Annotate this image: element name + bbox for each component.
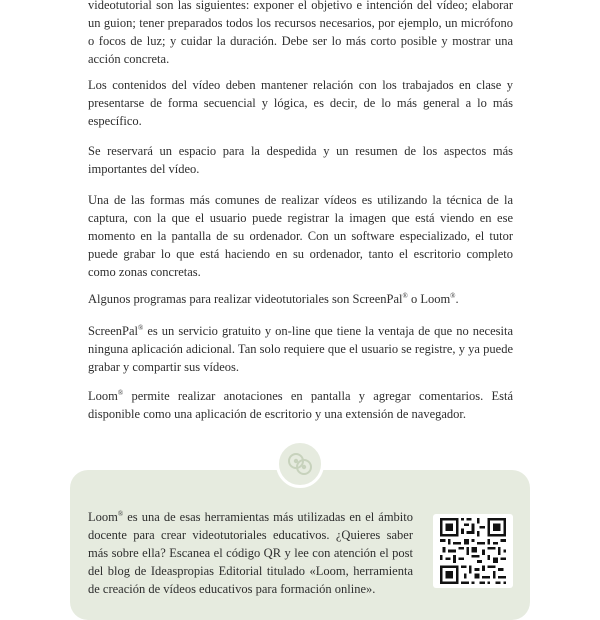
paragraph-contents: Los contenidos del vídeo deben mantener relación con los trabajados en clase y presentarse de forma secuencial y lógica, es decir, de lo más general a lo más específico.: [88, 78, 513, 128]
paragraph-loom: Loom® permite realizar anotaciones en pantalla y agregar comentarios. Está disponible como una aplicación de escritorio y una extensión de navegador.: [88, 388, 513, 421]
paragraph-capture-technique: Una de las formas más comunes de realizar vídeos es utilizando la técnica de la captura, con la que el usuario puede registrar la imagen que está viendo en ese momento en la pantalla de su ordenador. Con un software especializado, el tutor puede grabar lo que está haciendo en su ordenador, tanto el escritorio completo como zonas concretas.: [88, 193, 513, 279]
paragraph-programs: Algunos programas para realizar videotutoriales son ScreenPal® o Loom®.: [88, 291, 459, 306]
qr-code-icon: [439, 518, 507, 584]
brand-logo-icon: [285, 449, 315, 479]
qr-code[interactable]: [433, 514, 513, 588]
paragraph-objectives: videotutorial son las siguientes: exponer el objetivo e intención del vídeo; elaborar un guion; tener preparados todos los recursos necesarios, por ejemplo, un micrófono o focos de luz; y cuidar la duración. Debe ser lo más corto posible y mostrar una acción concreta.: [88, 0, 513, 66]
paragraph-farewell: Se reservará un espacio para la despedida y un resumen de los aspectos más importantes del vídeo.: [88, 144, 513, 176]
callout-text: Loom® es una de esas herramientas más utilizadas en el ámbito docente para crear videotutoriales educativos. ¿Quieres saber más sobre ella? Escanea el código QR y lee con atención el post del blog de Ideaspropias Editorial titulado «Loom, herramienta de creación de vídeos educativos para formación online».: [88, 509, 413, 596]
callout-logo: [276, 440, 324, 488]
paragraph-screenpal: ScreenPal® es un servicio gratuito y on-line que tiene la ventaja de que no necesita ninguna aplicación adicional. Tan solo requiere que el usuario se registre, y ya puede grabar y compartir sus vídeos.: [88, 323, 513, 374]
